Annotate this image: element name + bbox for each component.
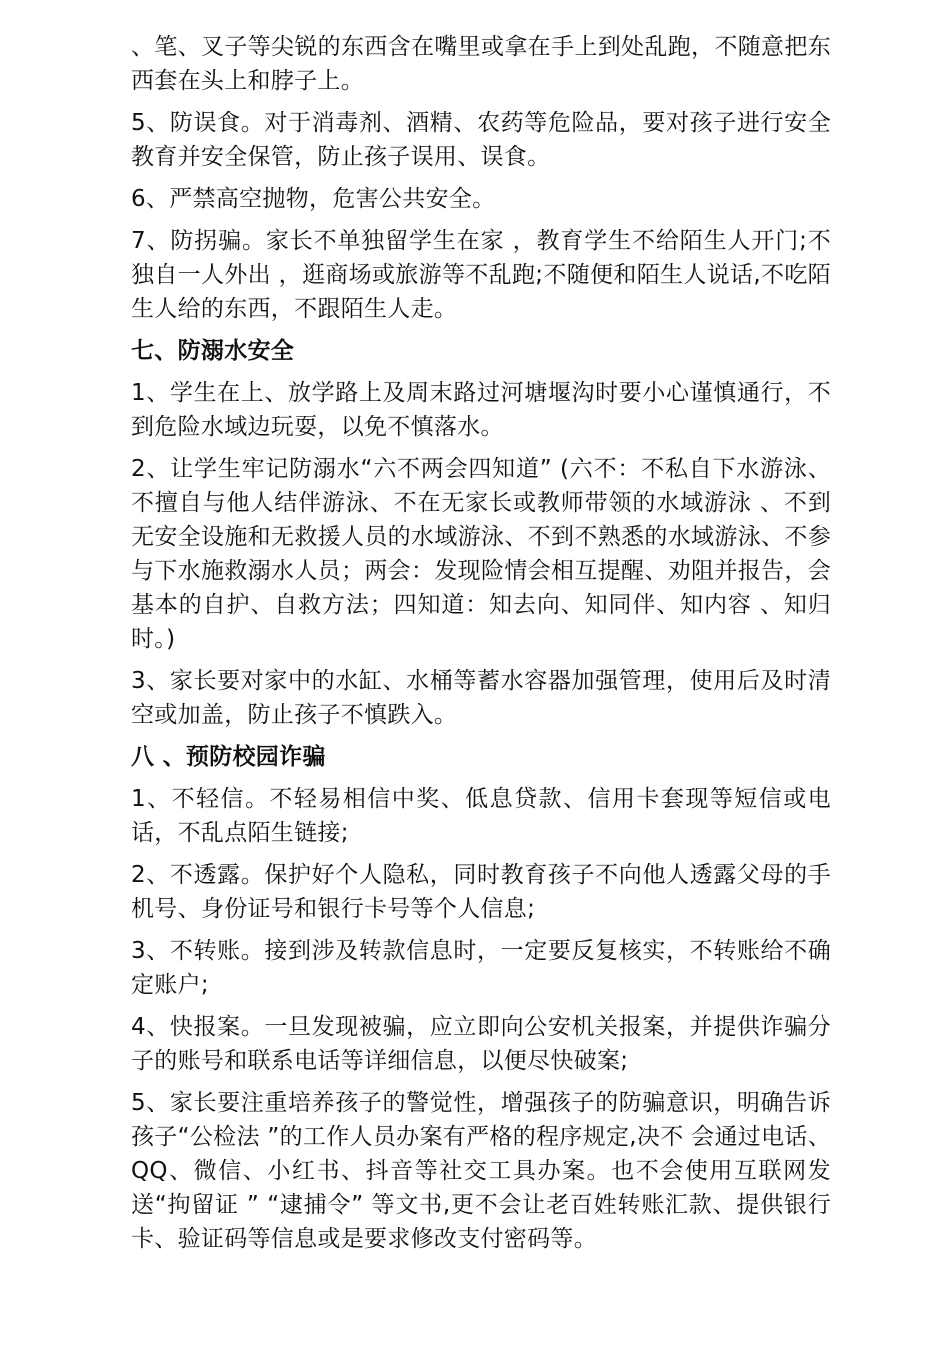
section-heading-fraud: 八 、预防校园诈骗	[131, 744, 326, 770]
paragraph-fraud-3: 3、不转账。接到涉及转款信息时，一定要反复核实，不转账给不确定账户;	[131, 938, 831, 998]
section-heading-drowning: 七、防溺水安全	[131, 338, 295, 364]
paragraph-fraud-5: 5、家长要注重培养孩子的警觉性，增强孩子的防骗意识，明确告诉孩子“公检法 ”的工作人员办案有严格的程序规定,决不 会通过电话、QQ、微信、小红书、抖音等社交工具办案。也不会使用互联网发送“拘留证 ” “逮捕令” 等文书,更不会让老百姓转账汇款、提供银行卡、验证码等信息或是要求修改支付密码等。	[131, 1090, 831, 1252]
document-body	[131, 30, 831, 1264]
paragraph-drowning-2: 2、让学生牢记防溺水“六不两会四知道” (六不：不私自下水游泳、不擅自与他人结伴游泳、不在无家长或教师带领的水域游泳 、不到无安全设施和无救援人员的水域游泳、不到不熟悉的水域游泳、不参与下水施救溺水人员；两会：发现险情会相互提醒、劝阻并报告，会基本的自护、自救方法；四知道：知去向、知同伴、知内容 、知归时。)	[131, 456, 831, 652]
paragraph-prevent-ingestion: 5、防误食。对于消毒剂、酒精、农药等危险品，要对孩子进行安全教育并安全保管，防止孩子误用、误食。	[131, 110, 831, 170]
paragraph-drowning-3: 3、家长要对家中的水缸、水桶等蓄水容器加强管理，使用后及时清空或加盖，防止孩子不慎跌入。	[131, 668, 831, 728]
paragraph-anti-abduction: 7、防拐骗。家长不单独留学生在家 ，教育学生不给陌生人开门;不独自一人外出 ，逛商场或旅游等不乱跑;不随便和陌生人说话,不吃陌生人给的东西，不跟陌生人走。	[131, 228, 831, 322]
paragraph-sharp-objects: 、笔、叉子等尖锐的东西含在嘴里或拿在手上到处乱跑，不随意把东西套在头上和脖子上。	[131, 34, 831, 94]
paragraph-drowning-1: 1、学生在上、放学路上及周末路过河塘堰沟时要小心谨慎通行，不到危险水域边玩耍，以免不慎落水。	[131, 380, 831, 440]
paragraph-fraud-4: 4、快报案。一旦发现被骗，应立即向公安机关报案，并提供诈骗分子的账号和联系电话等详细信息，以便尽快破案;	[131, 1014, 831, 1074]
paragraph-fraud-1: 1、不轻信。不轻易相信中奖、低息贷款、信用卡套现等短信或电话，不乱点陌生链接;	[131, 786, 831, 846]
paragraph-fraud-2: 2、不透露。保护好个人隐私，同时教育孩子不向他人透露父母的手机号、身份证号和银行卡号等个人信息;	[131, 862, 831, 922]
paragraph-no-throwing: 6、严禁高空抛物，危害公共安全。	[131, 186, 496, 212]
